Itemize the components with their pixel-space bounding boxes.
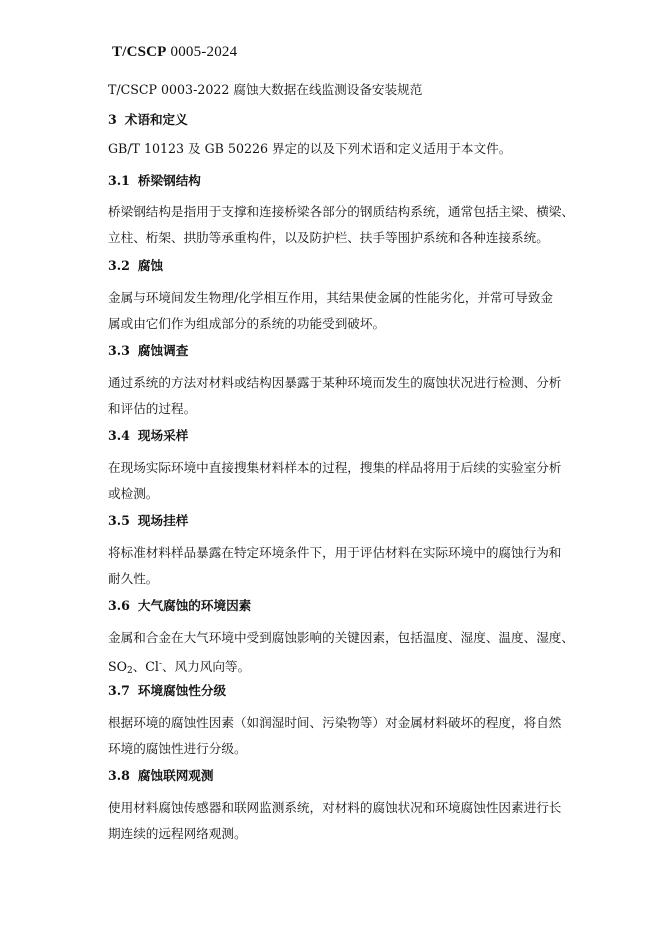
section-number: 3 [108, 112, 117, 127]
header-code-number: 0005-2024 [166, 44, 238, 60]
term-heading-3-4 [108, 428, 188, 444]
definition-line: 桥梁钢结构是指用于支撑和连接桥梁各部分的钢质结构系统，通常包括主梁、横梁、 [108, 204, 574, 219]
definition-line: 属或由它们作为组成部分的系统的功能受到破坏。 [108, 316, 386, 331]
definition-line: 通过系统的方法对材料或结构因暴露于某种环境而发生的腐蚀状况进行检测、分析 [108, 375, 562, 390]
term-definition-3-6 [108, 625, 586, 684]
term-definition-3-4 [108, 455, 586, 507]
term-definition-3-1 [108, 199, 586, 251]
section-3-intro: GB/T 10123 及 GB 50226 界定的以及下列术语和定义适用于本文件。 [108, 141, 512, 156]
term-number: 3.2 [108, 258, 130, 273]
term-definition-3-5 [108, 540, 586, 592]
term-heading-3-6 [108, 598, 251, 614]
definition-line: 使用材料腐蚀传感器和联网监测系统，对材料的腐蚀状况和环境腐蚀性因素进行长 [108, 800, 562, 815]
term-number: 3.5 [108, 513, 130, 528]
section-3-heading [108, 112, 188, 128]
term-number: 3.7 [108, 683, 130, 698]
term-number: 3.3 [108, 343, 130, 358]
term-title: 腐蚀 [137, 258, 164, 273]
term-number: 3.8 [108, 768, 130, 783]
chloride-superscript: - [158, 659, 162, 669]
definition-line: 耐久性。 [108, 571, 159, 586]
term-definition-3-2 [108, 285, 586, 337]
term-heading-3-7 [108, 683, 226, 699]
term-definition-3-3 [108, 370, 586, 422]
term-heading-3-2 [108, 258, 163, 274]
term-title: 腐蚀联网观测 [137, 768, 214, 783]
header-code-bold: T/CSCP [112, 44, 167, 60]
term-definition-3-8 [108, 795, 586, 847]
so2-text: SO [108, 659, 127, 674]
definition-line: 金属与环境间发生物理/化学相互作用，其结果使金属的性能劣化，并常可导致金 [108, 290, 554, 305]
reference-standard-line: T/CSCP 0003-2022 腐蚀大数据在线监测设备安装规范 [108, 82, 423, 97]
definition-line: 环境的腐蚀性进行分级。 [108, 741, 247, 756]
term-heading-3-1 [108, 173, 201, 189]
term-heading-3-8 [108, 768, 213, 784]
term-definition-3-7 [108, 710, 586, 762]
term-heading-3-3 [108, 343, 188, 359]
definition-line: 将标准材料样品暴露在特定环境条件下，用于评估材料在实际环境中的腐蚀行为和 [108, 545, 562, 560]
standard-header [112, 44, 237, 61]
term-number: 3.6 [108, 598, 130, 613]
term-number: 3.4 [108, 428, 130, 443]
term-title: 大气腐蚀的环境因素 [137, 598, 252, 613]
definition-line: 和评估的过程。 [108, 401, 197, 416]
so2-subscript: 2 [126, 666, 133, 676]
term-title: 环境腐蚀性分级 [137, 683, 227, 698]
term-title: 现场采样 [137, 428, 189, 443]
definition-line: 根据环境的腐蚀性因素（如润湿时间、污染物等）对金属材料破坏的程度，将自然 [108, 715, 562, 730]
definition-line: 期连续的远程网络观测。 [108, 826, 247, 841]
section-title: 术语和定义 [124, 112, 188, 127]
definition-line: 金属和合金在大气环境中受到腐蚀影响的关键因素，包括温度、湿度、温度、湿度、 [108, 630, 574, 645]
definition-line-formula [108, 651, 586, 684]
definition-line: 立柱、桁架、拱肋等承重构件，以及防护栏、扶手等围护系统和各种连接系统。 [108, 230, 549, 245]
definition-line: 或检测。 [108, 486, 159, 501]
term-title: 腐蚀调查 [137, 343, 189, 358]
term-number: 3.1 [108, 173, 130, 188]
wind-text: 、风力风向等。 [162, 659, 251, 674]
term-heading-3-5 [108, 513, 188, 529]
definition-line: 在现场实际环境中直接搜集材料样本的过程，搜集的样品将用于后续的实验室分析 [108, 460, 562, 475]
chloride-text: 、Cl [132, 659, 159, 674]
term-title: 桥梁钢结构 [137, 173, 201, 188]
term-title: 现场挂样 [137, 513, 189, 528]
